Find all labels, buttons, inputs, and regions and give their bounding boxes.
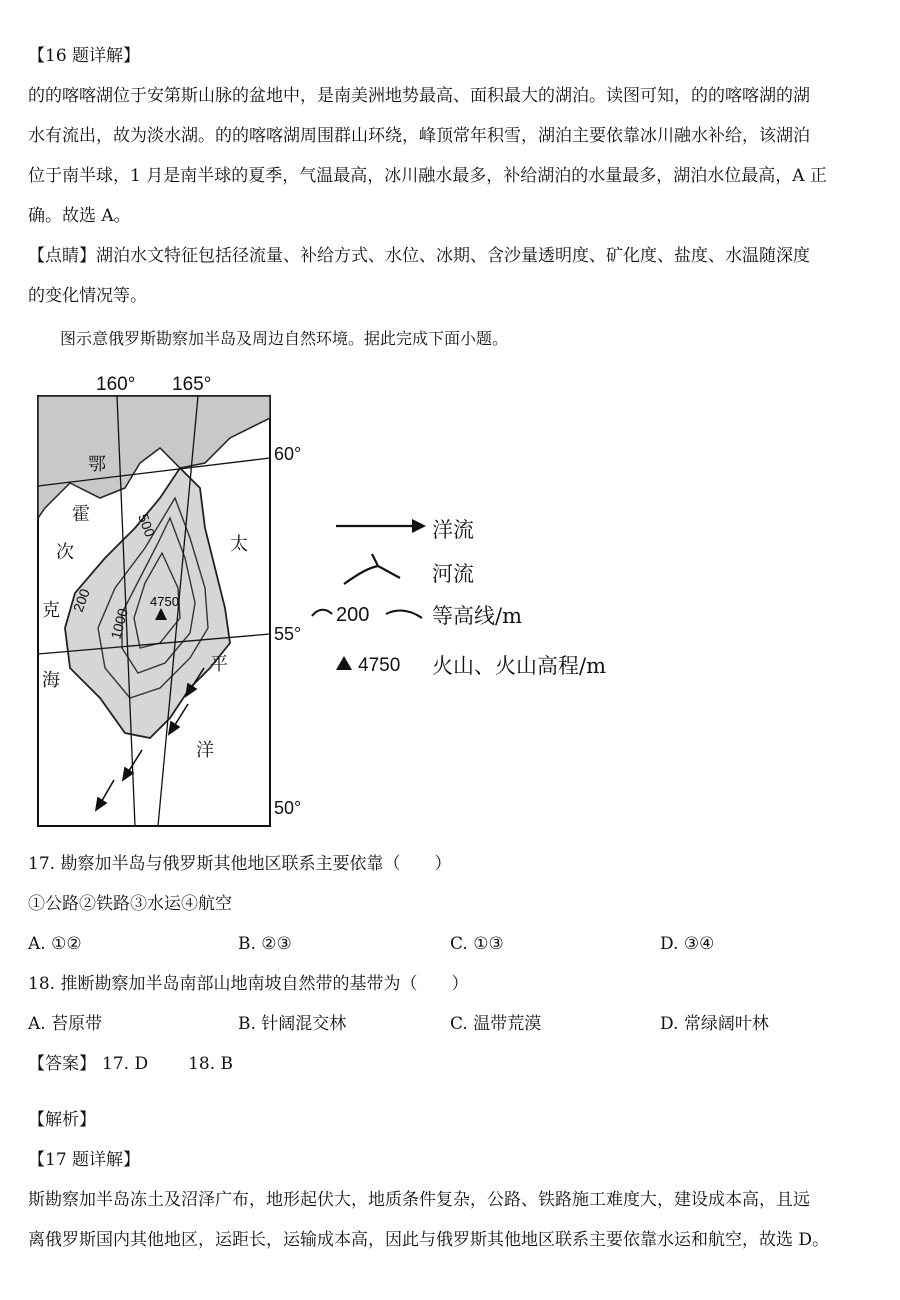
section16-heading: 【16 题详解】 [28, 46, 141, 66]
q17-items: ①公路②铁路③水运④航空 [28, 894, 232, 914]
legend-volcano-label: 火山、火山高程/m [432, 654, 606, 678]
lon-label: 160° [96, 374, 136, 395]
answer-17: 17. D [102, 1054, 149, 1074]
q18-options [28, 1012, 880, 1036]
tip-line: 【点睛】湖泊水文特征包括径流量、补给方式、水位、冰期、含沙量透明度、矿化度、盐度、水温随深度 [28, 246, 810, 266]
section17-para-line: 斯勘察加半岛冻土及沼泽广布，地形起伏大，地质条件复杂，公路、铁路施工难度大，建设成本高，且远 [28, 1190, 810, 1210]
q17-option-d[interactable]: D. ③④ [660, 934, 715, 954]
q18-option-a[interactable]: A. 苔原带 [28, 1014, 103, 1034]
analysis-label: 【解析】 [28, 1110, 96, 1130]
lat-label: 60° [274, 444, 302, 464]
volcano-legend-icon [332, 644, 442, 684]
q17-option-b[interactable]: B. ②③ [238, 934, 292, 954]
ocean-current-arrowhead [96, 798, 106, 810]
legend-contour-label: 等高线/m [432, 604, 522, 628]
q17-option-c[interactable]: C. ①③ [450, 934, 504, 954]
q18-option-d[interactable]: D. 常绿阔叶林 [660, 1014, 769, 1034]
q17-stem: 17. 勘察加半岛与俄罗斯其他地区联系主要依靠（ ） [28, 854, 452, 874]
q17-option-a[interactable]: A. ①② [28, 934, 82, 954]
answer-line [28, 1052, 239, 1076]
section17-heading: 【17 题详解】 [28, 1150, 141, 1170]
contour-legend-value: 200 [336, 604, 370, 626]
q18-option-b[interactable]: B. 针阔混交林 [238, 1014, 347, 1034]
section16-para-line: 确。故选 A。 [28, 206, 131, 226]
section16-para-line: 水有流出，故为淡水湖。的的喀喀湖周围群山环绕，峰顶常年积雪，湖泊主要依靠冰川融水补给，该湖泊 [28, 126, 810, 146]
lat-label: 50° [274, 798, 302, 818]
tip-line: 的变化情况等。 [28, 286, 147, 306]
ocean-current-arrowhead [123, 768, 133, 780]
mainland [38, 396, 270, 518]
lat-label: 55° [274, 624, 302, 644]
legend-river-label: 河流 [432, 562, 474, 586]
sea-label: 鄂 [88, 454, 106, 475]
sea-label: 海 [42, 670, 60, 691]
ocean-current-arrowhead [169, 722, 179, 734]
q18-option-c[interactable]: C. 温带荒漠 [450, 1014, 542, 1034]
ocean-current-legend-icon [332, 508, 442, 544]
volcano-label: 4750 [150, 594, 179, 609]
kamchatka-map [30, 368, 340, 838]
question-intro: 图示意俄罗斯勘察加半岛及周边自然环境。据此完成下面小题。 [60, 329, 509, 348]
legend-current-label: 洋流 [432, 518, 474, 542]
contour-legend-icon [310, 594, 432, 634]
sea-label: 霍 [72, 504, 90, 525]
ocean-label: 洋 [196, 740, 214, 761]
q17-options [28, 932, 880, 956]
ocean-label: 太 [230, 534, 248, 555]
lon-label: 165° [172, 374, 212, 395]
sea-label: 次 [56, 542, 74, 563]
contour-label: 500 [135, 511, 159, 539]
legend-contour [310, 594, 730, 634]
ocean-current-arrowhead [186, 684, 196, 696]
contour-label: 200 [69, 586, 93, 615]
legend-volcano [310, 644, 730, 684]
river-legend-icon [332, 552, 442, 592]
volcano-legend-value: 4750 [358, 655, 401, 676]
answer-18: 18. B [188, 1054, 234, 1074]
answer-label: 【答案】 [28, 1054, 96, 1074]
sea-label: 克 [42, 600, 60, 621]
section17-para-line: 离俄罗斯国内其他地区，运距长，运输成本高，因此与俄罗斯其他地区联系主要依靠水运和航空，故选 D。 [28, 1230, 830, 1250]
ocean-label: 平 [210, 654, 228, 675]
q18-stem: 18. 推断勘察加半岛南部山地南坡自然带的基带为（ ） [28, 974, 469, 994]
contour-label: 1000 [107, 606, 131, 641]
legend-current [310, 508, 730, 548]
section16-para-line: 位于南半球，1 月是南半球的夏季，气温最高，冰川融水最多，补给湖泊的水量最多，湖泊水位最高，A 正 [28, 166, 827, 186]
legend-river [310, 552, 730, 592]
section16-para-line: 的的喀喀湖位于安第斯山脉的盆地中，是南美洲地势最高、面积最大的湖泊。读图可知，的的喀喀湖的湖 [28, 86, 810, 106]
